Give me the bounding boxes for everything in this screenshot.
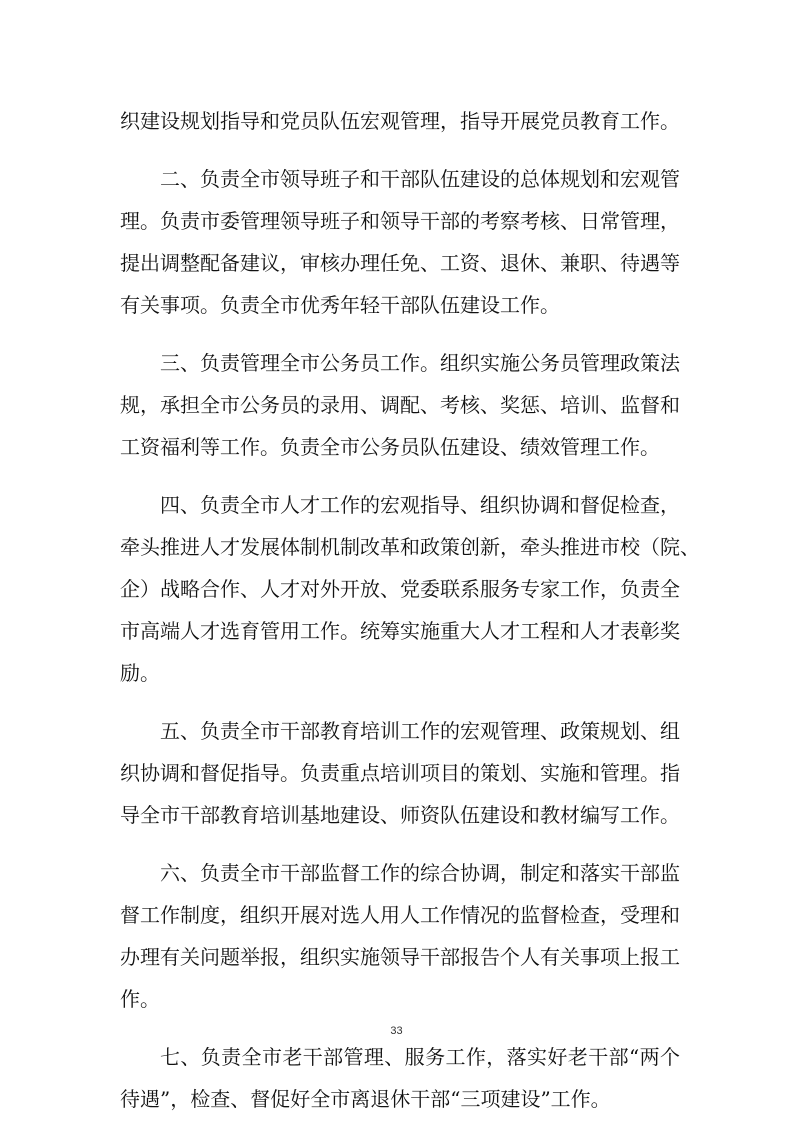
text-line: 市高端人才选育管用工作。统筹实施重大人才工程和人才表彰奖 [120,619,680,643]
page-number: 33 [390,1025,403,1037]
text-line: 导全市干部教育培训基地建设、师资队伍建设和教材编写工作。 [120,803,680,827]
text-line: 督工作制度，组织开展对选人用人工作情况的监督检查，受理和 [120,903,680,927]
paragraph-7 [120,1036,680,1120]
text-line: 理。负责市委管理领导班子和领导干部的考察考核、日常管理， [120,209,680,233]
text-line: 规，承担全市公务员的录用、调配、考核、奖惩、培训、监督和 [120,393,680,417]
text-line: 四、负责全市人才工作的宏观指导、组织协调和督促检查， [160,493,680,517]
text-line: 作。 [120,987,160,1011]
text-line: 三、负责管理全市公务员工作。组织实施公务员管理政策法 [160,351,680,375]
paragraph [120,100,680,142]
paragraph-5 [120,710,680,836]
text-line: 办理有关问题举报，组织实施领导干部报告个人有关事项上报工 [120,945,680,969]
text-line: 织协调和督促指导。负责重点培训项目的策划、实施和管理。指 [120,761,680,785]
text-line: 励。 [120,661,160,685]
text-line: 待遇”，检查、督促好全市离退休干部“三项建设”工作。 [120,1087,611,1111]
paragraph-2 [120,158,680,326]
paragraph-4 [120,484,700,694]
text-line: 六、负责全市干部监督工作的综合协调，制定和落实干部监 [160,861,680,885]
text-line: 五、负责全市干部教育培训工作的宏观管理、政策规划、组 [160,719,680,743]
text-line: 企）战略合作、人才对外开放、党委联系服务专家工作，负责全 [120,577,680,601]
text-line: 织建设规划指导和党员队伍宏观管理，指导开展党员教育工作。 [120,109,680,133]
text-line: 工资福利等工作。负责全市公务员队伍建设、绩效管理工作。 [120,435,660,459]
text-line: 牵头推进人才发展体制机制改革和政策创新，牵头推进市校（院、 [120,535,700,559]
text-line: 二、负责全市领导班子和干部队伍建设的总体规划和宏观管 [160,167,680,191]
paragraph-6 [120,852,680,1020]
body-text [120,100,700,1120]
text-line: 提出调整配备建议，审核办理任免、工资、退休、兼职、待遇等 [120,251,680,275]
text-line: 有关事项。负责全市优秀年轻干部队伍建设工作。 [120,293,560,317]
text-line: 七、负责全市老干部管理、服务工作，落实好老干部“两个 [160,1045,680,1069]
paragraph-3 [120,342,680,468]
